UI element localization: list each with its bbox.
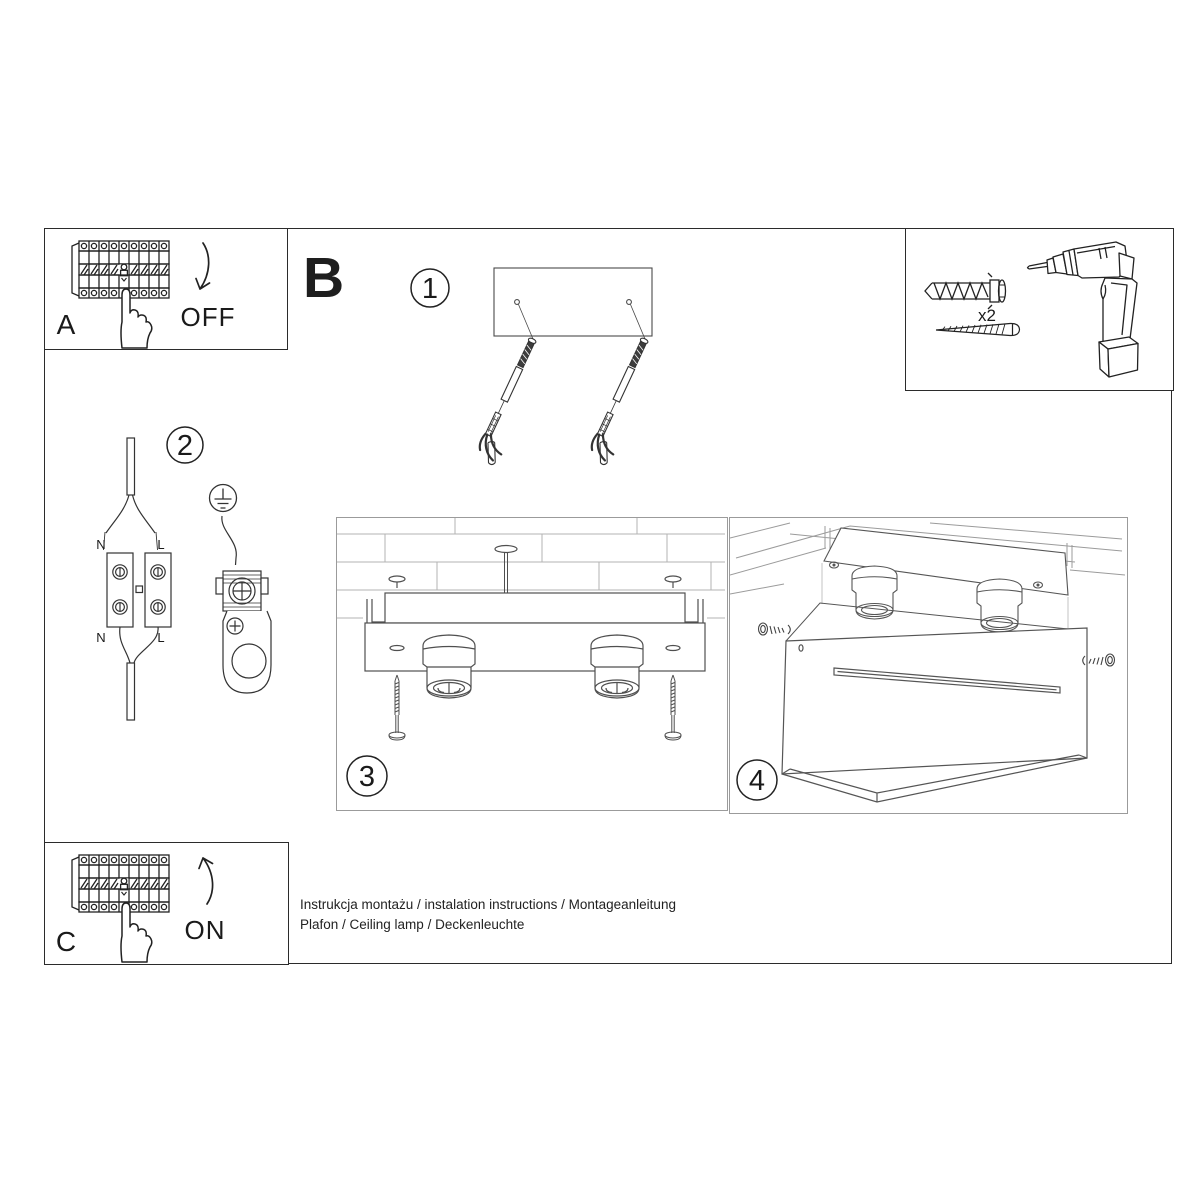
curved-arrow-up-icon	[199, 858, 213, 904]
anchor-screw-icon	[474, 337, 551, 467]
lamp-box-drawing	[782, 603, 1087, 802]
mounting-bracket-drawing	[365, 546, 705, 672]
step3-number: 3	[358, 761, 376, 793]
step1-number-badge	[411, 269, 449, 307]
anchor-wings	[476, 432, 508, 463]
step4-drawing	[730, 518, 1125, 811]
earth-symbol-icon	[210, 485, 237, 512]
plug-count-label: x2	[978, 306, 996, 325]
step1-drawing	[400, 255, 730, 485]
panel-a	[44, 228, 288, 350]
center-stud	[495, 546, 517, 553]
ground-wire	[222, 516, 236, 565]
step2-number-badge	[167, 427, 203, 463]
footer-line-1: Instrukcja montażu / instalation instructions / Montageanleitung	[300, 897, 676, 912]
lamp-socket-icon	[591, 635, 643, 698]
panel-c-drawing	[45, 843, 288, 964]
panel-c	[44, 842, 289, 965]
ground-clamp-drawing	[216, 571, 271, 693]
lamp-base	[365, 623, 705, 671]
curved-arrow-down-icon	[196, 243, 210, 289]
tools-box	[905, 228, 1174, 391]
anchor-screw-icon	[586, 337, 663, 467]
section-label: B	[303, 246, 345, 310]
drill-hole	[515, 300, 520, 305]
step2-number: 2	[176, 430, 194, 462]
drill-icon	[1028, 242, 1139, 377]
step4-box	[729, 517, 1128, 814]
ceiling-plate-drawing	[494, 268, 652, 339]
lamp-socket-icon	[852, 566, 897, 619]
off-label: OFF	[180, 302, 236, 332]
power-cable-drawing	[104, 438, 172, 720]
wire-label-l-bottom: L	[157, 630, 165, 645]
footer-line-2: Plafon / Ceiling lamp / Deckenleuchte	[300, 916, 525, 932]
wire-label-n-top: N	[96, 537, 106, 552]
mounting-screw-icon	[665, 675, 681, 740]
panel-c-label: C	[55, 926, 77, 957]
lamp-socket-icon	[977, 579, 1022, 632]
panel-a-drawing	[45, 229, 287, 349]
on-label: ON	[184, 915, 226, 945]
step1-number: 1	[421, 273, 439, 305]
panel-a-label: A	[56, 309, 76, 340]
step3-drawing	[337, 518, 725, 808]
ceiling-screw-head	[665, 576, 681, 582]
step2-drawing	[85, 425, 290, 725]
wire-label-n-bottom: N	[96, 630, 106, 645]
circuit-breaker-icon	[72, 241, 169, 348]
lamp-socket-icon	[423, 635, 475, 698]
screw-icon	[936, 323, 1020, 335]
side-screw-icon	[759, 623, 791, 635]
step3-number-badge	[347, 756, 387, 796]
wall-plug-icon	[925, 273, 1006, 309]
terminal-block-drawing	[107, 553, 171, 627]
drill-hole	[627, 300, 632, 305]
anchor-wings	[588, 432, 620, 463]
wire-label-l-top: L	[157, 537, 165, 552]
ceiling-screw-head	[389, 576, 405, 582]
mounting-screw-icon	[389, 675, 405, 740]
tools-drawing	[906, 229, 1173, 390]
footer-text	[300, 895, 676, 934]
step3-box	[336, 517, 728, 811]
step4-number: 4	[748, 765, 766, 797]
step4-number-badge	[737, 760, 777, 800]
